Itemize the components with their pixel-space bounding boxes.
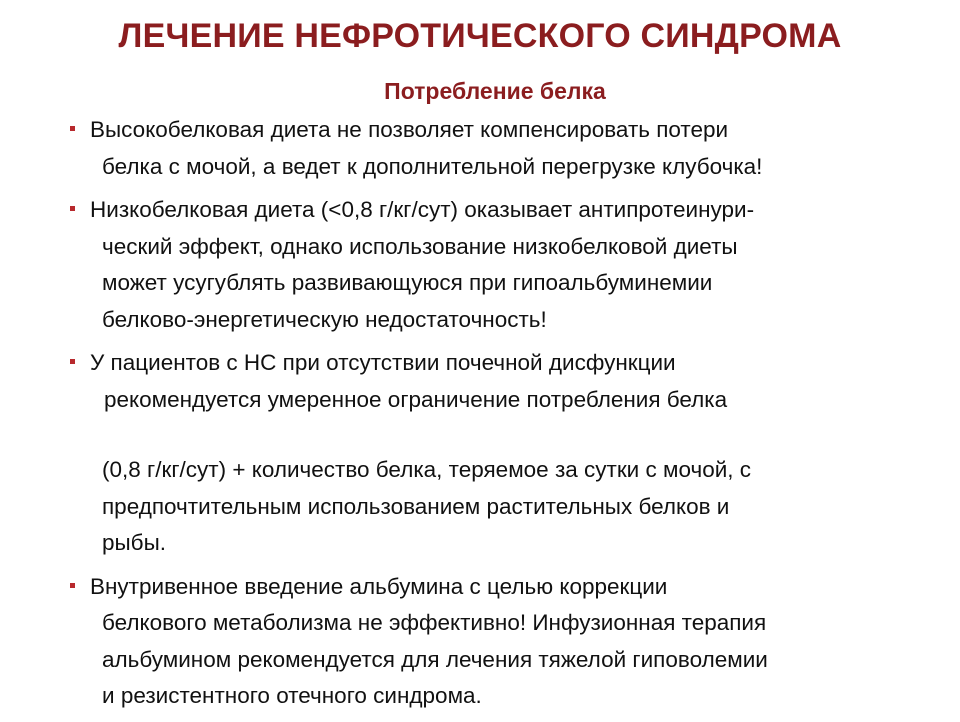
bullet-3-line-5: рыбы. xyxy=(102,530,166,555)
slide-title: ЛЕЧЕНИЕ НЕФРОТИЧЕСКОГО СИНДРОМА xyxy=(118,17,842,55)
bullet-2-line-2: ческий эффект, однако использование низкобелковой диеты xyxy=(102,233,738,259)
bullet-3-line-4: предпочтительным использованием растительных белков и xyxy=(102,493,730,519)
bullet-3-line-2: рекомендуется умеренное ограничение потребления белка xyxy=(104,386,728,412)
bullet-item-4 xyxy=(70,569,930,715)
bullet-list xyxy=(70,112,930,722)
slide-subtitle: Потребление белка xyxy=(384,78,606,104)
bullet-2-line-1: Низкобелковая диета (<0,8 г/кг/сут) оказывает антипротеинури- xyxy=(90,197,755,222)
bullet-2-line-3: может усугублять развивающуюся при гипоальбуминемии xyxy=(102,270,713,295)
bullet-4-line-1: Внутривенное введение альбумина с целью коррекции xyxy=(90,573,668,599)
bullet-3-line-1: У пациентов с НС при отсутствии почечной дисфункции xyxy=(90,350,676,375)
bullet-3-line-3: (0,8 г/кг/сут) + количество белка, теряемое за сутки с мочой, с xyxy=(102,457,752,482)
square-bullet-icon xyxy=(70,583,75,588)
square-bullet-icon xyxy=(70,206,75,211)
square-bullet-icon xyxy=(70,126,75,131)
bullet-4-line-3: альбумином рекомендуется для лечения тяжелой гиповолемии xyxy=(102,646,768,672)
bullet-2-line-4: белково-энергетическую недостаточность! xyxy=(102,306,547,332)
square-bullet-icon xyxy=(70,359,75,364)
bullet-item-1 xyxy=(70,112,930,185)
bullet-4-line-2: белкового метаболизма не эффективно! Инфузионная терапия xyxy=(102,610,767,635)
bullet-1-line-1: Высокобелковая диета не позволяет компенсировать потери xyxy=(90,117,729,142)
bullet-item-3 xyxy=(70,345,930,562)
bullet-item-2 xyxy=(70,192,930,338)
bullet-1-line-2: белка с мочой, а ведет к дополнительной перегрузке клубочка! xyxy=(102,153,763,179)
bullet-4-line-4: и резистентного отечного синдрома. xyxy=(102,683,482,708)
